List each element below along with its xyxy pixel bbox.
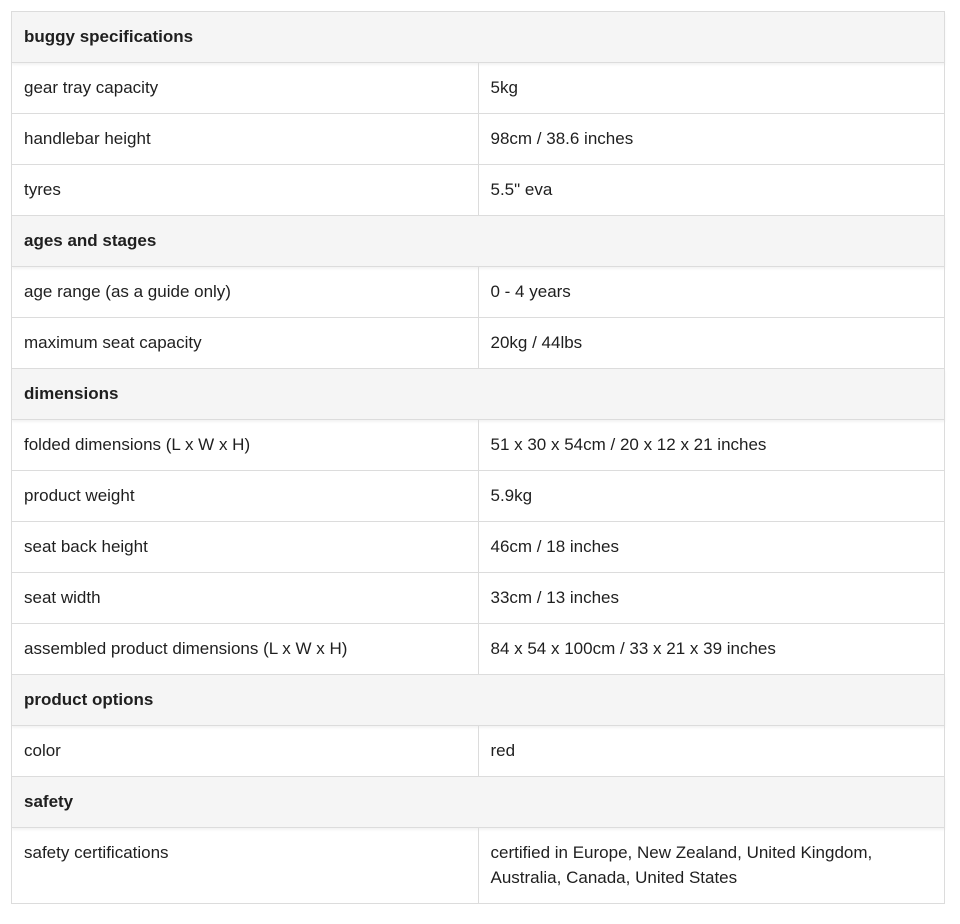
spec-value: certified in Europe, New Zealand, United Kingdom, Australia, Canada, United States [478, 828, 945, 904]
spec-value: 84 x 54 x 100cm / 33 x 21 x 39 inches [478, 624, 945, 675]
spec-row [12, 828, 945, 904]
spec-row [12, 522, 945, 573]
section-title: dimensions [12, 369, 945, 420]
section-title: product options [12, 675, 945, 726]
spec-value: 0 - 4 years [478, 267, 945, 318]
spec-label: assembled product dimensions (L x W x H) [12, 624, 479, 675]
spec-row [12, 267, 945, 318]
spec-row [12, 318, 945, 369]
spec-row [12, 624, 945, 675]
spec-label: product weight [12, 471, 479, 522]
section-header-row [12, 369, 945, 420]
spec-value: 5kg [478, 63, 945, 114]
spec-label: tyres [12, 165, 479, 216]
spec-label: age range (as a guide only) [12, 267, 479, 318]
spec-label: gear tray capacity [12, 63, 479, 114]
section-header-row [12, 12, 945, 63]
spec-row [12, 114, 945, 165]
spec-row [12, 573, 945, 624]
spec-row [12, 420, 945, 471]
spec-value: 20kg / 44lbs [478, 318, 945, 369]
section-header-row [12, 675, 945, 726]
section-title: buggy specifications [12, 12, 945, 63]
spec-value: 51 x 30 x 54cm / 20 x 12 x 21 inches [478, 420, 945, 471]
spec-label: maximum seat capacity [12, 318, 479, 369]
spec-row [12, 63, 945, 114]
spec-value: 33cm / 13 inches [478, 573, 945, 624]
spec-label: color [12, 726, 479, 777]
spec-value: 5.5" eva [478, 165, 945, 216]
spec-value: 46cm / 18 inches [478, 522, 945, 573]
spec-row [12, 165, 945, 216]
spec-row [12, 726, 945, 777]
section-header-row [12, 216, 945, 267]
spec-label: safety certifications [12, 828, 479, 904]
specifications-table [11, 11, 945, 904]
spec-value: red [478, 726, 945, 777]
spec-label: seat back height [12, 522, 479, 573]
spec-value: 5.9kg [478, 471, 945, 522]
spec-value: 98cm / 38.6 inches [478, 114, 945, 165]
section-title: ages and stages [12, 216, 945, 267]
section-header-row [12, 777, 945, 828]
spec-label: folded dimensions (L x W x H) [12, 420, 479, 471]
spec-row [12, 471, 945, 522]
spec-label: handlebar height [12, 114, 479, 165]
section-title: safety [12, 777, 945, 828]
spec-label: seat width [12, 573, 479, 624]
